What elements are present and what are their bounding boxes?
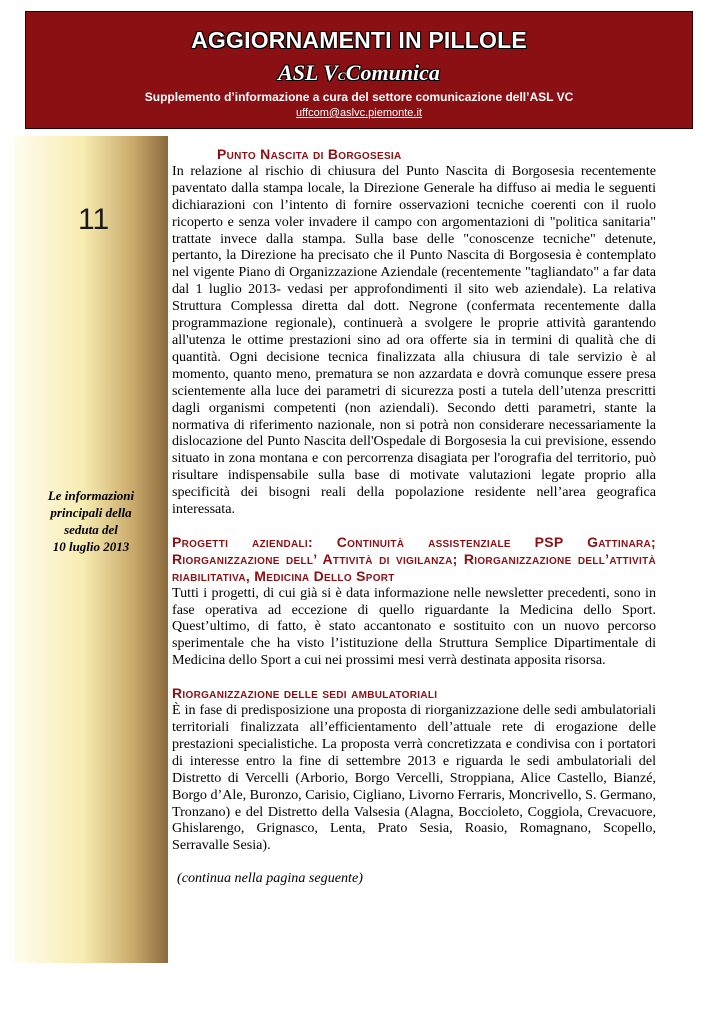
caption-line: 10 luglio 2013 [52,539,130,554]
section-title-progetti: Progetti aziendali: Continuità assistenziale PSP Gattinara; Riorganizzazione dell’ Attività di vigilanza; Riorganizzazione dell’attività riabilitativa, Medicina Dello Sport [172,533,656,584]
caption-line: principali della [50,505,132,520]
caption-line: seduta del [64,522,118,537]
brand-prefix: ASL V [278,60,338,85]
brand-suffix: Comunica [345,60,440,85]
caption-line: Le informazioni [47,488,135,503]
spacer [172,854,656,870]
section-body-progetti: Tutti i progetti, di cui già si è data informazione nelle newsletter precedenti, sono in fase operativa ad eccezione di quello riguardante la Medicina dello Sport. Quest’ultimo, di fatto, è stato accantonato e sostituito con un nuovo percorso sperimentale che ha visto l’istituzione della Struttura Semplice Dipartimentale di Medicina dello Sport a cui nei prossimi mesi verrà destinata apposita risorsa. [172,584,656,669]
section-title-sedi-ambulatoriali: Riorganizzazione delle sedi ambulatoriali [172,685,438,702]
newsletter-header [25,11,693,129]
contact-email-link[interactable]: uffcom@aslvc.piemonte.it [296,107,422,119]
article-body [172,146,656,887]
section-body-punto-nascita: In relazione al rischio di chiusura del Punto Nascita di Borgosesia recentemente paventato dalla stampa locale, la Direzione Generale ha diffuso ai media le seguenti dichiarazioni con l’intento di fornire osservazioni tecniche coerenti con il ruolo ricoperto e senza voler invadere il campo con argomentazioni di "politica sanitaria" trattate invece dalla stampa. Sulla base delle "conoscenze tecniche" detenute, pertanto, la Direzione ha precisato che il Punto Nascita di Borgosesia è contemplato nel vigente Piano di Organizzazione Aziendale (recentemente "tagliandato" a far data dal 1 luglio 2013- vedasi per approfondimenti il sito web aziendale). La relativa Struttura Complessa diretta dal dott. Negrone (confermata recentemente dalla programmazione regionale), continuerà a svolgere le proprie attività garantendo all'utenza le ottime prestazioni sino ad ora offerte sia in termini di qualità che di quantità. Ogni decisione tecnica finalizzata alla chiusura di tale servizio è al momento, quanto meno, prematura se non azzardata e dovrà comunque essere presa scientemente alla luce dei parametri di sicurezza posti a tutela dell’utenza prescritti dagli organismi competenti (non aziendali). Secondo detti parametri, stante la normativa di riferimento nazionale, non si potrà non considerare necessariamente la dislocazione del Punto Nascita dell'Ospedale di Borgosesia la cui previsione, essendo situato in zona montana e con percorrenza disagiata per l'orografia del territorio, può risultare indispensabile sulla base di motivate valutazioni legate proprio alla specificità dei bisogni reali della popolazione residente nell’area geografica interessata. [172,162,656,518]
spacer [172,669,656,685]
brand-name [26,60,692,86]
spacer [172,518,656,534]
issue-number: 11 [78,203,110,236]
sidebar-caption [14,487,168,555]
brand-small-letter: C [337,69,346,83]
newsletter-subtitle: Supplemento d’informazione a cura del settore comunicazione dell’ASL VC [144,90,574,104]
section-body-sedi-ambulatoriali: È in fase di predisposizione una proposta di riorganizzazione delle sedi ambulatoriali territoriali finalizzata all’efficientamento dell’attuale rete di erogazione delle prestazioni specialistiche. La proposta verrà concretizzata e condivisa con i portatori di interesse entro la fine di settembre 2013 e riguarda le sedi ambulatoriali del Distretto di Vercelli (Arborio, Borgo Vercelli, Stroppiana, Alice Castello, Bianzé, Borgo d’Ale, Buronzo, Carisio, Cigliano, Livorno Ferraris, Moncrivello, S. Germano, Tronzano) e del Distretto della Valsesia (Alagna, Boccioleto, Coggiola, Crevacuore, Ghislarengo, Grignasco, Lenta, Prato Sesia, Roasio, Romagnano, Scopello, Serravalle Sesia). [172,702,656,854]
newsletter-title: AGGIORNAMENTI IN PILLOLE [191,27,527,53]
continuation-note: (continua nella pagina seguente) [177,870,363,887]
section-title-punto-nascita: Punto Nascita di Borgosesia [217,146,402,162]
